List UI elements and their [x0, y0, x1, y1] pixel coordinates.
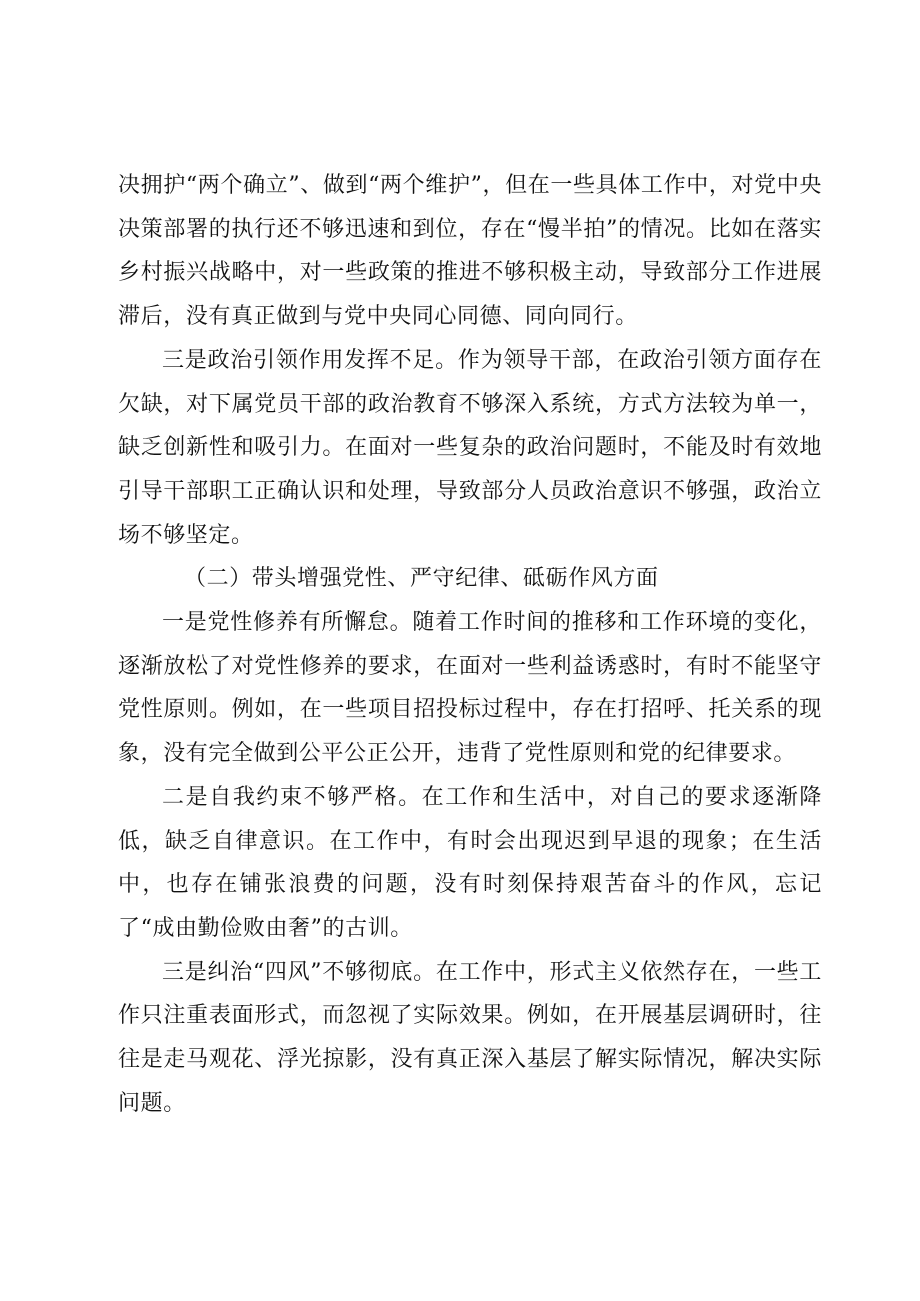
- paragraph-party-spirit: 一是党性修养有所懈怠。随着工作时间的推移和工作环境的变化，逐渐放松了对党性修养的要求，在面对一些利益诱惑时，有时不能坚守党性原则。例如，在一些项目招投标过程中，存在打招呼、托关系的现象，没有完全做到公平公正公开，违背了党性原则和党的纪律要求。: [118, 610, 822, 767]
- paragraph-self-discipline: 二是自我约束不够严格。在工作和生活中，对自己的要求逐渐降低，缺乏自律意识。在工作中，有时会出现迟到早退的现象；在生活中，也存在铺张浪费的问题，没有时刻保持艰苦奋斗的作风，忘记了“成由勤俭败由奢”的古训。: [118, 784, 822, 941]
- paragraph-continuation: 决拥护“两个确立”、做到“两个维护”，但在一些具体工作中，对党中央决策部署的执行还不够迅速和到位，存在“慢半拍”的情况。比如在落实乡村振兴战略中，对一些政策的推进不够积极主动，导致部分工作进展滞后，没有真正做到与党中央同心同德、同向同行。: [118, 173, 822, 330]
- section-heading: （二）带头增强党性、严守纪律、砥砺作风方面: [184, 566, 659, 592]
- document-body: [118, 164, 822, 1125]
- paragraph-political-leadership: 三是政治引领作用发挥不足。作为领导干部，在政治引领方面存在欠缺，对下属党员干部的政治教育不够深入系统，方式方法较为单一，缺乏创新性和吸引力。在面对一些复杂的政治问题时，不能及时有效地引导干部职工正确认识和处理，导致部分人员政治意识不够强，政治立场不够坚定。: [118, 347, 822, 548]
- paragraph-four-styles: 三是纠治“四风”不够彻底。在工作中，形式主义依然存在，一些工作只注重表面形式，而忽视了实际效果。例如，在开展基层调研时，往往是走马观花、浮光掠影，没有真正深入基层了解实际情况，解决实际问题。: [118, 959, 822, 1116]
